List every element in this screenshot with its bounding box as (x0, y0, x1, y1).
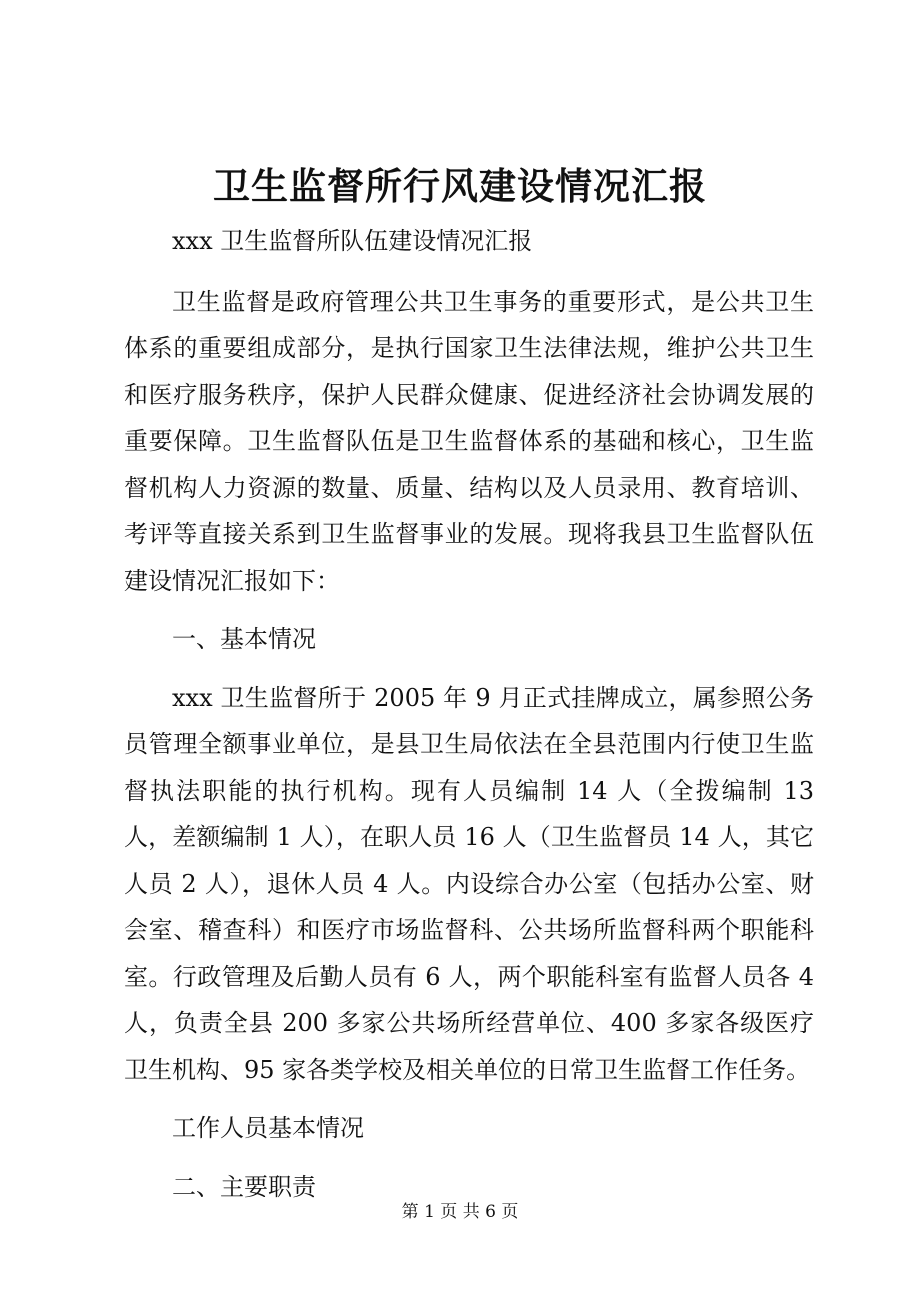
page-footer: 第 1 页 共 6 页 (401, 1202, 519, 1222)
basic-info-paragraph: xxx 卫生监督所于 2005 年 9 月正式挂牌成立，属参照公务员管理全额事业单位，是县卫生局依法在全县范围内行使卫生监督执法职能的执行机构。现有人员编制 14 人（全拨编制 13 人，差额编制 1 人），在职人员 16 人（卫生监督员 14 人，其它人员 2 人），退休人员 4 人。内设综合办公室（包括办公室、财会室、稽查科）和医疗市场监督科、公共场所监督科两个职能科室。行政管理及后勤人员有 6 人，两个职能科室有监督人员各 4 人，负责全县 200 多家公共场所经营单位、400 多家各级医疗卫生机构、95 家各类学校及相关单位的日常卫生监督工作任务。 (124, 683, 814, 1084)
section-heading-basic-info: 一、基本情况 (172, 625, 316, 653)
document-body (124, 218, 814, 1210)
staff-info-heading: 工作人员基本情况 (172, 1114, 364, 1142)
intro-paragraph: 卫生监督是政府管理公共卫生事务的重要形式，是公共卫生体系的重要组成部分，是执行国家卫生法律法规，维护公共卫生和医疗服务秩序，保护人民群众健康、促进经济社会协调发展的重要保障。卫生监督队伍是卫生监督体系的基础和核心，卫生监督机构人力资源的数量、质量、结构以及人员录用、教育培训、考评等直接关系到卫生监督事业的发展。现将我县卫生监督队伍建设情况汇报如下： (124, 287, 814, 595)
document-title: 卫生监督所行风建设情况汇报 (213, 164, 707, 208)
section-heading-main-duties: 二、主要职责 (172, 1172, 316, 1201)
report-subtitle: xxx 卫生监督所队伍建设情况汇报 (172, 227, 533, 255)
